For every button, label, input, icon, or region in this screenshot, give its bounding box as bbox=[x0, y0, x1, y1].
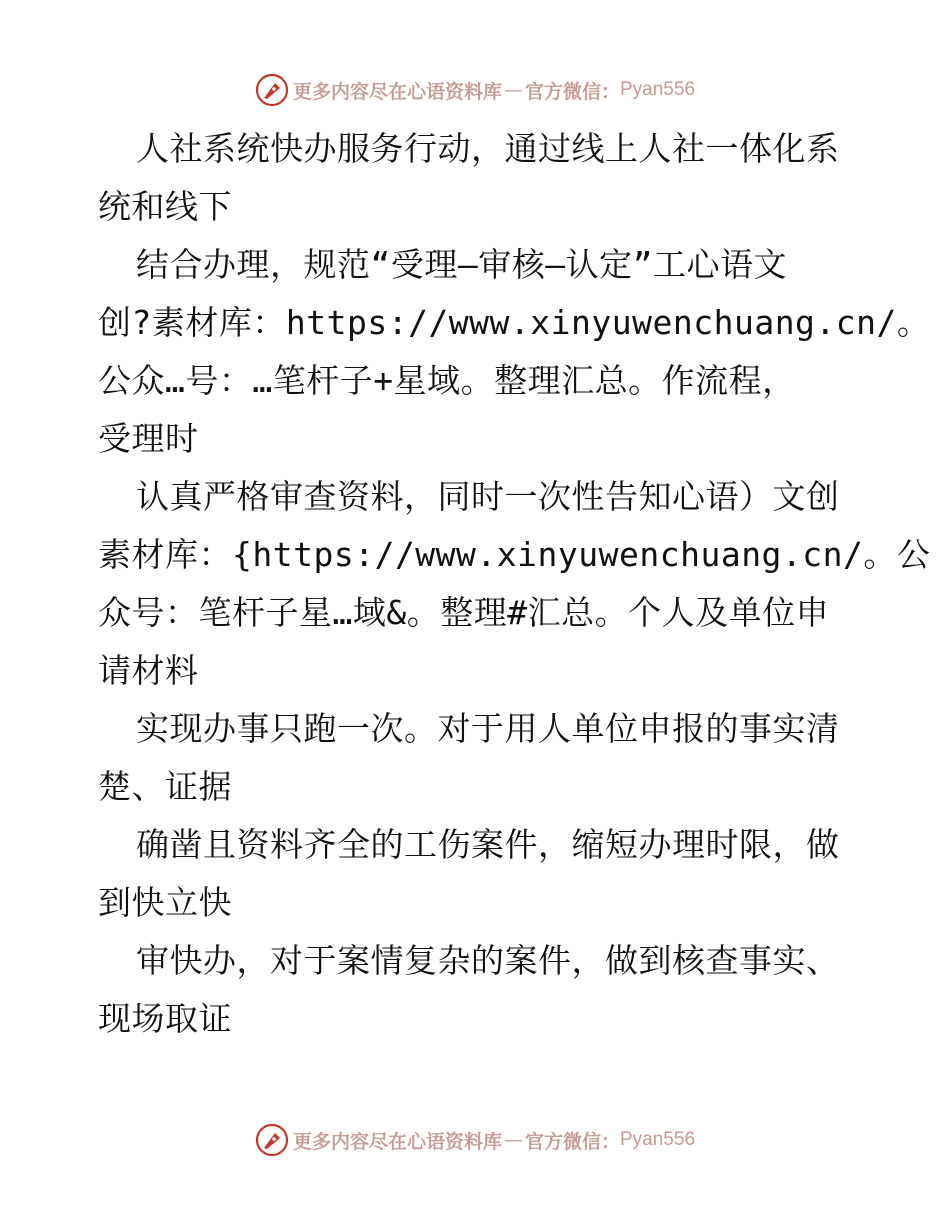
watermark-wechat-id: Pyan556 bbox=[620, 1129, 696, 1150]
watermark-label: 官方微信： bbox=[524, 80, 620, 103]
text-line: 到快立快 bbox=[98, 883, 232, 922]
text-line: 楚、证据 bbox=[98, 767, 232, 806]
watermark-text: 更多内容尽在心语资料库 bbox=[292, 1130, 502, 1153]
text-line: 统和线下 bbox=[98, 187, 232, 226]
text-line: 素材库：{https://www.xinyuwenchuang.cn/。公 bbox=[98, 535, 931, 574]
text-line: 审快办，对于案情复杂的案件，做到核查事实、 bbox=[136, 941, 840, 980]
text-line: 确凿且资料齐全的工伤案件，缩短办理时限，做 bbox=[136, 825, 840, 864]
pen-nib-logo-icon bbox=[255, 1123, 289, 1157]
text-line: 实现办事只跑一次。对于用人单位申报的事实清 bbox=[136, 709, 840, 748]
text-line: 人社系统快办服务行动，通过线上人社一体化系 bbox=[136, 129, 840, 168]
document-body bbox=[98, 120, 931, 1048]
footer-watermark bbox=[0, 1120, 950, 1160]
header-watermark bbox=[0, 70, 950, 110]
text-line: 受理时 bbox=[98, 419, 199, 458]
watermark-label: 官方微信： bbox=[524, 1130, 620, 1153]
text-line: 现场取证 bbox=[98, 999, 232, 1038]
text-line: 结合办理，规范“受理—审核—认定”工心语文 bbox=[136, 245, 787, 284]
text-line: 创?素材库：https://www.xinyuwenchuang.cn/。 bbox=[98, 303, 931, 342]
watermark-dash: — bbox=[503, 79, 523, 101]
pen-nib-logo-icon bbox=[255, 73, 289, 107]
watermark-text: 更多内容尽在心语资料库 bbox=[292, 80, 502, 103]
text-line: 请材料 bbox=[98, 651, 199, 690]
watermark-dash: — bbox=[503, 1129, 523, 1151]
text-line: 认真严格审查资料，同时一次性告知心语）文创 bbox=[136, 477, 840, 516]
text-line: 众号：笔杆子星…域&。整理#汇总。个人及单位申 bbox=[98, 593, 830, 632]
text-line: 公众…号：…笔杆子+星域。整理汇总。作流程， bbox=[98, 361, 796, 400]
watermark-wechat-id: Pyan556 bbox=[620, 79, 696, 100]
